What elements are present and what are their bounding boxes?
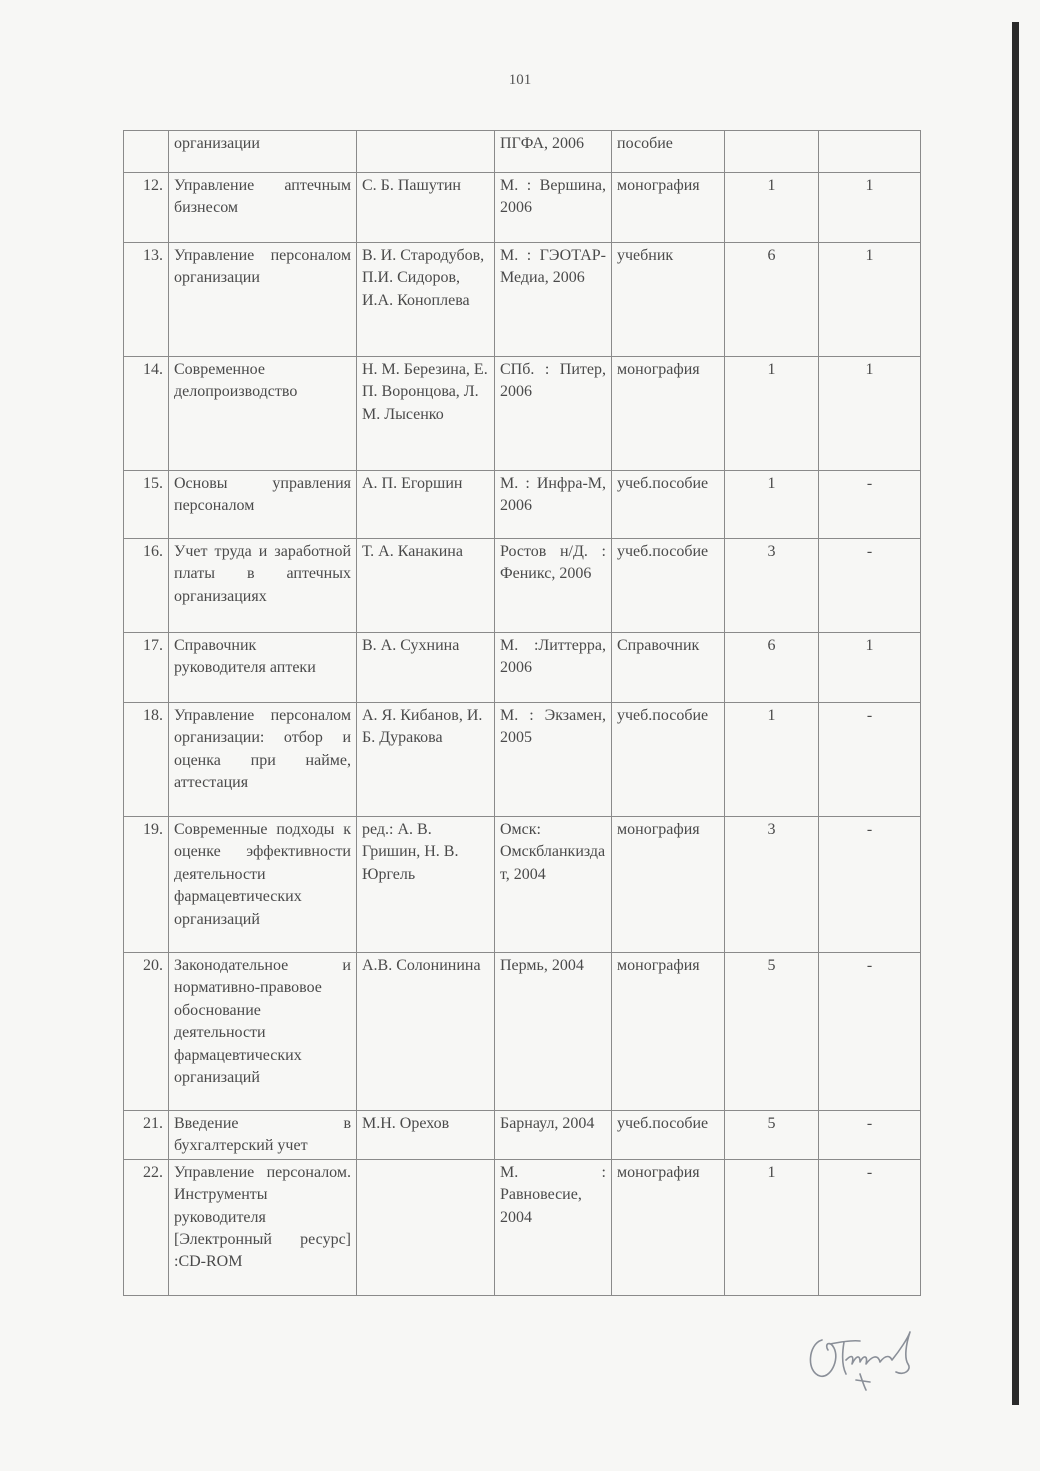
copies-library [725,131,819,173]
book-type: Справочник [612,633,725,703]
copies-department: - [819,539,921,633]
row-number [124,131,169,173]
book-author: Т. А. Канакина [357,539,495,633]
copies-department: - [819,1159,921,1295]
copies-library: 1 [725,471,819,539]
row-number: 21. [124,1111,169,1160]
book-publisher: СПб. : Питер, 2006 [495,357,612,471]
copies-department: 1 [819,173,921,243]
book-title: Учет труда и заработной платы в аптечных организациях [169,539,357,633]
table-row [124,131,921,173]
book-title: Современное делопроизводство [169,357,357,471]
copies-department: - [819,1111,921,1160]
row-number: 20. [124,953,169,1111]
table-row [124,817,921,953]
copies-library: 1 [725,703,819,817]
row-number: 15. [124,471,169,539]
row-number: 14. [124,357,169,471]
row-number: 16. [124,539,169,633]
table-row [124,539,921,633]
copies-department: 1 [819,357,921,471]
copies-department: - [819,817,921,953]
book-publisher: ПГФА, 2006 [495,131,612,173]
row-number: 19. [124,817,169,953]
copies-department: - [819,703,921,817]
book-author: В. И. Стародубов, П.И. Сидоров, И.А. Коноплева [357,243,495,357]
book-type: монография [612,953,725,1111]
book-title: Управление персоналом организации [169,243,357,357]
book-type: пособие [612,131,725,173]
copies-library: 6 [725,243,819,357]
book-publisher: М. : Вершина, 2006 [495,173,612,243]
book-type: монография [612,817,725,953]
book-author: А.В. Солонинина [357,953,495,1111]
book-publisher: Пермь, 2004 [495,953,612,1111]
copies-library: 1 [725,1159,819,1295]
table-row [124,471,921,539]
table-row [124,243,921,357]
book-author: М.Н. Орехов [357,1111,495,1160]
book-type: монография [612,357,725,471]
book-publisher: М. : Равновесие, 2004 [495,1159,612,1295]
row-number: 17. [124,633,169,703]
book-title: Управление аптечным бизнесом [169,173,357,243]
book-author [357,131,495,173]
table-row [124,1159,921,1295]
copies-library: 3 [725,817,819,953]
book-author: Н. М. Березина, Е. П. Воронцова, Л. М. Лысенко [357,357,495,471]
table-body [124,131,921,1296]
book-title: Основы управления персоналом [169,471,357,539]
copies-department: - [819,471,921,539]
book-publisher: М. : Инфра-М, 2006 [495,471,612,539]
book-title: Управление персоналом. Инструменты руководителя [Электронный ресурс] :CD-ROM [169,1159,357,1295]
table-row [124,633,921,703]
copies-library: 3 [725,539,819,633]
book-type: монография [612,173,725,243]
copies-department: 1 [819,633,921,703]
book-author: ред.: А. В. Гришин, Н. В. Юргель [357,817,495,953]
table-row [124,1111,921,1160]
book-publisher: Омск: Омскбланкиздат, 2004 [495,817,612,953]
row-number: 22. [124,1159,169,1295]
book-title: Современные подходы к оценке эффективности деятельности фармацевтических организаций [169,817,357,953]
copies-library: 5 [725,1111,819,1160]
book-title: Введение в бухгалтерский учет [169,1111,357,1160]
book-type: учеб.пособие [612,1111,725,1160]
book-title: Законодательное и нормативно-правовое обоснование деятельности фармацевтических организаций [169,953,357,1111]
book-title: организации [169,131,357,173]
row-number: 13. [124,243,169,357]
book-author: А. П. Егоршин [357,471,495,539]
book-publisher: М. : ГЭОТАР-Медиа, 2006 [495,243,612,357]
row-number: 18. [124,703,169,817]
book-publisher: Ростов н/Д. : Феникс, 2006 [495,539,612,633]
book-type: учеб.пособие [612,471,725,539]
book-title: Справочник руководителя аптеки [169,633,357,703]
book-author: А. Я. Кибанов, И. Б. Дуракова [357,703,495,817]
copies-department: - [819,953,921,1111]
copies-department: 1 [819,243,921,357]
copies-library: 1 [725,357,819,471]
book-publisher: М. : Экзамен, 2005 [495,703,612,817]
book-publisher: Барнаул, 2004 [495,1111,612,1160]
table-row [124,703,921,817]
book-type: учеб.пособие [612,703,725,817]
book-type: учебник [612,243,725,357]
scan-edge-bar [1012,22,1019,1405]
copies-library: 6 [725,633,819,703]
book-author: С. Б. Пашутин [357,173,495,243]
book-title: Управление персоналом организации: отбор и оценка при найме, аттестация [169,703,357,817]
copies-department [819,131,921,173]
table-row [124,357,921,471]
copies-library: 1 [725,173,819,243]
table-row [124,173,921,243]
book-author [357,1159,495,1295]
book-publisher: М. :Литтерра, 2006 [495,633,612,703]
copies-library: 5 [725,953,819,1111]
book-type: монография [612,1159,725,1295]
book-author: В. А. Сухнина [357,633,495,703]
table-row [124,953,921,1111]
book-type: учеб.пособие [612,539,725,633]
page-number: 101 [508,72,532,88]
handwritten-signature [800,1310,930,1400]
row-number: 12. [124,173,169,243]
literature-table [123,130,921,1296]
